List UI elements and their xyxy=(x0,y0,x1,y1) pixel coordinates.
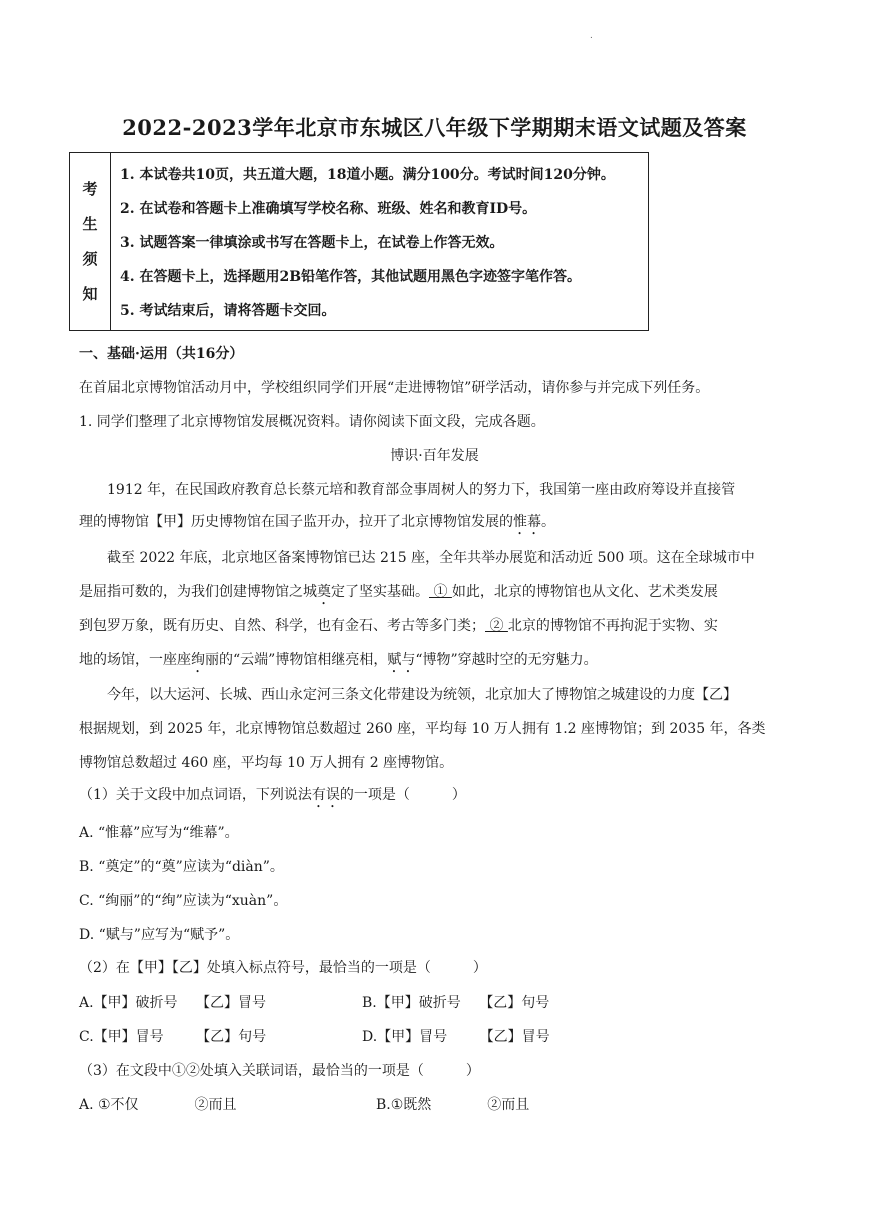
subquestion-3-stem: （3）在文段中①②处填入关联词语，最恰当的一项是（ ） xyxy=(79,1063,480,1079)
text-span: 丽的“云端”博物馆相继亮相， xyxy=(205,652,388,668)
subquestion-2-option-d: D.【甲】冒号 【乙】冒号 xyxy=(362,1029,550,1045)
section-heading: 一、基础·运用（共16分） xyxy=(79,346,244,362)
notice-label-char: 生 xyxy=(82,214,98,233)
notice-items xyxy=(111,153,648,330)
passage-p3-line2: 根据规划，到 2025 年，北京博物馆总数超过 260 座，平均每 10 万人拥有 1.2 座博物馆；到 2035 年，各类 xyxy=(79,721,766,737)
dotted-word: 惟幕 xyxy=(513,514,541,530)
page-title: 2022-2023学年北京市东城区八年级下学期期末语文试题及答案 xyxy=(122,115,747,140)
dotted-word: 奠 xyxy=(317,584,331,600)
subquestion-1-option-b: B. “奠定”的“奠”应读为“diàn”。 xyxy=(79,859,284,875)
notice-item: 3. 试题答案一律填涂或书写在答题卡上，在试卷上作答无效。 xyxy=(120,235,504,251)
notice-label xyxy=(70,153,111,330)
passage-p3-line1: 今年，以大运河、长城、西山永定河三条文化带建设为统领，北京加大了博物馆之城建设的力度【乙】 xyxy=(107,687,737,703)
text-span: （1）关于文段中加点词语，下列说法 xyxy=(79,787,312,803)
text-span: “博物”穿越时空的无穷魅力。 xyxy=(415,652,598,668)
subquestion-2-option-a: A.【甲】破折号 【乙】冒号 xyxy=(79,995,267,1011)
text-span: 如此，北京的博物馆也从文化、艺术类发展 xyxy=(451,584,718,600)
subquestion-1-option-c: C. “绚丽”的“绚”应读为“xuàn”。 xyxy=(79,893,288,909)
passage-p3-line3: 博物馆总数超过 460 座，平均每 10 万人拥有 2 座博物馆。 xyxy=(79,755,454,771)
dotted-word: 绚 xyxy=(191,652,205,668)
text-span: 定了坚实基础。 xyxy=(331,584,429,600)
subquestion-2-stem: （2）在【甲】【乙】处填入标点符号，最恰当的一项是（ ） xyxy=(79,960,487,976)
passage-p2-line2 xyxy=(79,581,718,608)
section-intro: 在首届北京博物馆活动月中，学校组织同学们开展“走进博物馆”研学活动，请你参与并完成下列任务。 xyxy=(79,380,710,396)
passage-p1-line2 xyxy=(79,511,555,538)
text-span: 理的博物馆【甲】历史博物馆在国子监开办，拉开了北京博物馆发展的 xyxy=(79,514,513,530)
text-span: 地的场馆，一座座 xyxy=(79,652,191,668)
notice-item: 4. 在答题卡上，选择题用2B铅笔作答，其他试题用黑色字迹签字笔作答。 xyxy=(120,269,582,285)
header-dot: . xyxy=(590,30,593,41)
question-1-stem: 1. 同学们整理了北京博物馆发展概况资料。请你阅读下面文段，完成各题。 xyxy=(79,414,545,430)
blank-2: ② xyxy=(485,618,508,634)
text-span: 到包罗万象，既有历史、自然、科学，也有金石、考古等多门类； xyxy=(79,618,485,634)
text-span: 是屈指可数的，为我们创建博物馆之城 xyxy=(79,584,317,600)
exam-notice-box xyxy=(69,152,649,331)
dotted-word: 赋与 xyxy=(387,652,416,668)
subquestion-1-option-d: D. “赋与”应写为“赋予”。 xyxy=(79,927,240,943)
notice-label-char: 考 xyxy=(82,179,98,198)
subquestion-1-stem xyxy=(79,784,466,811)
subquestion-3-option-b: B.①既然 ②而且 xyxy=(376,1097,530,1113)
subquestion-2-option-c: C.【甲】冒号 【乙】句号 xyxy=(79,1029,267,1045)
text-span: 的一项是（ ） xyxy=(339,787,466,803)
subquestion-1-option-a: A. “惟幕”应写为“维幕”。 xyxy=(79,825,239,841)
text-span: 北京的博物馆不再拘泥于实物、实 xyxy=(507,618,718,634)
notice-label-char: 须 xyxy=(82,249,98,268)
passage-p1-line1: 1912 年，在民国政府教育总长蔡元培和教育部佥事周树人的努力下，我国第一座由政府筹设并直接管 xyxy=(107,482,736,498)
notice-item: 2. 在试卷和答题卡上准确填写学校名称、班级、姓名和教育ID号。 xyxy=(120,201,537,217)
passage-p2-line3 xyxy=(79,615,718,635)
subquestion-2-option-b: B.【甲】破折号 【乙】句号 xyxy=(362,995,550,1011)
passage-title: 博识·百年发展 xyxy=(390,448,479,464)
notice-label-char: 知 xyxy=(82,284,98,303)
blank-1: ① xyxy=(429,584,452,600)
dotted-word: 有误 xyxy=(311,787,340,803)
notice-item: 5. 考试结束后，请将答题卡交回。 xyxy=(120,303,336,319)
passage-p2-line4 xyxy=(79,649,598,676)
text-span: 。 xyxy=(541,514,555,530)
passage-p2-line1: 截至 2022 年底，北京地区备案博物馆已达 215 座，全年共举办展览和活动近 500 项。这在全球城市中 xyxy=(107,550,755,566)
subquestion-3-option-a: A. ①不仅 ②而且 xyxy=(79,1097,237,1113)
notice-item: 1. 本试卷共10页，共五道大题，18道小题。满分100分。考试时间120分钟。 xyxy=(120,167,615,183)
